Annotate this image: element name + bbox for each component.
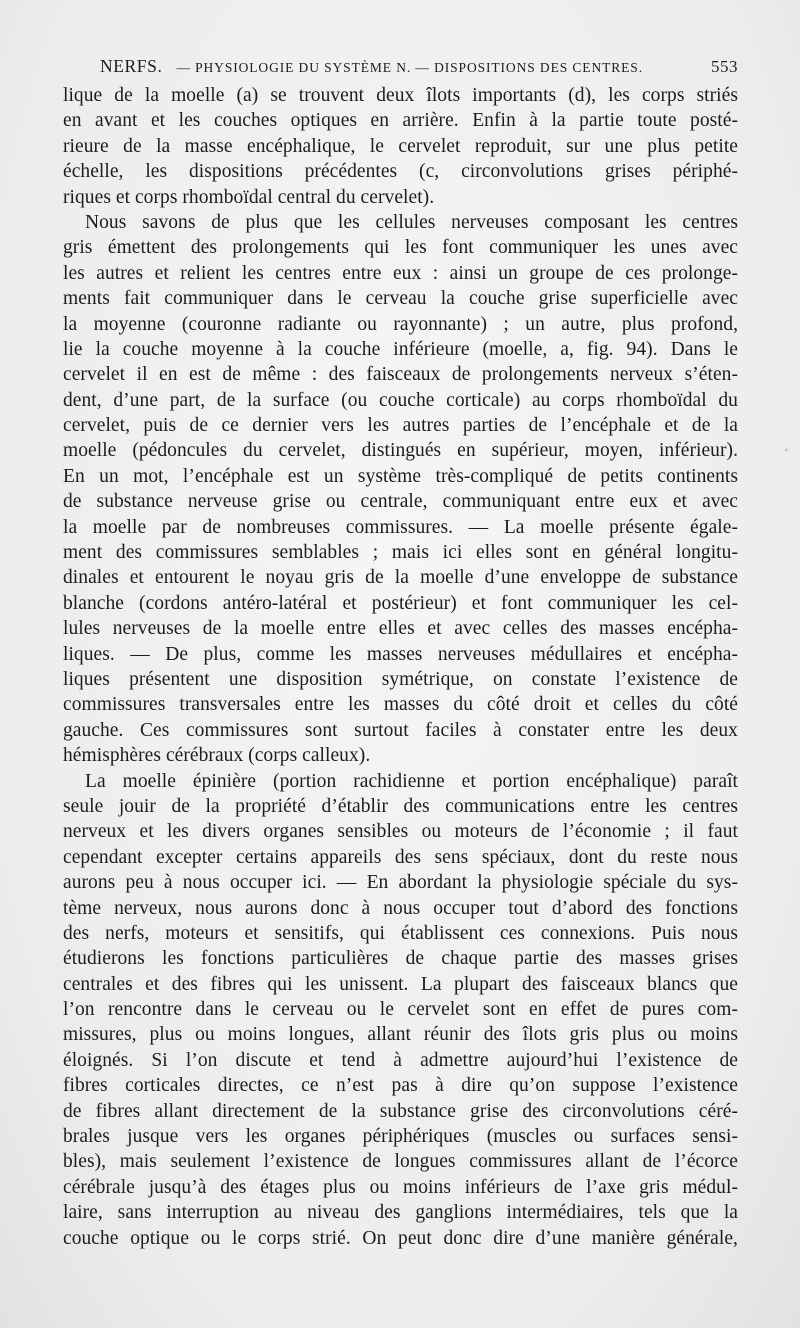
text-line: ment des commissures semblables ; mais ici elles sont en général longitu- xyxy=(63,542,738,564)
text-line: dent, d’une part, de la surface (ou couche corticale) au corps rhomboïdal du xyxy=(63,389,738,411)
text-line: les autres et relient les centres entre eux : ainsi un groupe de ces prolonge- xyxy=(63,262,738,284)
text-line: lie la couche moyenne à la couche inférieure (moelle, a, fig. 94). Dans le xyxy=(63,338,738,360)
text-line: seule jouir de la propriété d’établir des communications entre les centres xyxy=(63,795,738,817)
text-line: bles), mais seulement l’existence de longues commissures allant de l’écorce xyxy=(63,1151,738,1173)
text-line: cependant excepter certains appareils des sens spéciaux, dont du reste nous xyxy=(63,846,738,868)
text-line: centrales et des fibres qui les unissent. La plupart des faisceaux blancs que xyxy=(63,973,738,995)
text-line: gris émettent des prolongements qui les font communiquer les unes avec xyxy=(63,237,738,259)
text-line: commissures transversales entre les masses du côté droit et celles du côté xyxy=(63,694,738,716)
text-line: l’on rencontre dans le cerveau ou le cervelet sont en effet de pures com- xyxy=(63,999,738,1021)
text-line: riques et corps rhomboïdal central du cervelet). xyxy=(63,186,435,208)
text-line: lique de la moelle (a) se trouvent deux îlots importants (d), les corps striés xyxy=(63,85,738,106)
text-line: laire, sans interruption au niveau des ganglions intermédiaires, tels que la xyxy=(63,1202,738,1224)
paragraph xyxy=(63,210,738,769)
text-line: lules nerveuses de la moelle entre elles et avec celles des masses encépha- xyxy=(63,618,738,640)
text-line: éloignés. Si l’on discute et tend à admettre aujourd’hui l’existence de xyxy=(63,1049,738,1071)
running-head-section: NERFS. xyxy=(100,56,163,76)
text-line: couche optique ou le corps strié. On peut donc dire d’une manière générale, xyxy=(63,1227,738,1249)
text-line: brales jusque vers les organes périphériques (muscles ou surfaces sensi- xyxy=(63,1126,738,1148)
page-number: 553 xyxy=(711,57,738,76)
text-line: de fibres allant directement de la substance grise des circonvolutions céré- xyxy=(63,1100,738,1122)
text-line: cervelet il en est de même : des faisceaux de prolongements nerveux s’éten- xyxy=(63,364,738,386)
text-line: fibres corticales directes, ce n’est pas à dire qu’on suppose l’existence xyxy=(63,1075,738,1097)
text-line: cérébrale jusqu’à des étages plus ou moins inférieurs de l’axe gris médul- xyxy=(63,1176,738,1198)
text-line: La moelle épinière (portion rachidienne et portion encéphalique) paraît xyxy=(85,770,738,792)
text-line: gauche. Ces commissures sont surtout faciles à constater entre les deux xyxy=(63,719,738,741)
paragraph xyxy=(63,769,738,1251)
text-line: des nerfs, moteurs et sensitifs, qui établissent ces connexions. Puis nous xyxy=(63,922,738,944)
text-line: cervelet, puis de ce dernier vers les autres parties de l’encéphale et de la xyxy=(63,415,738,437)
text-line: nerveux et les divers organes sensibles ou moteurs de l’économie ; il faut xyxy=(63,821,738,843)
paragraph xyxy=(63,83,738,210)
text-line: hémisphères cérébraux (corps calleux). xyxy=(63,745,371,767)
text-line: échelle, les dispositions précédentes (c, circonvolutions grises périphé- xyxy=(63,161,738,183)
text-line: liques. — De plus, comme les masses nerveuses médullaires et encépha- xyxy=(63,643,738,665)
text-line: missures, plus ou moins longues, allant réunir des îlots gris plus ou moins xyxy=(63,1024,738,1046)
running-head xyxy=(100,56,738,77)
text-line: tème nerveux, nous aurons donc à nous occuper tout d’abord des fonctions xyxy=(63,897,738,919)
text-line: dinales et entourent le noyau gris de la moelle d’une enveloppe de substance xyxy=(63,567,738,589)
text-line: liques présentent une disposition symétrique, on constate l’existence de xyxy=(63,668,738,690)
text-line: la moelle par de nombreuses commissures. — La moelle présente égale- xyxy=(63,516,738,538)
text-line: ments fait communiquer dans le cerveau la couche grise superficielle avec xyxy=(63,288,738,310)
text-line: la moyenne (couronne radiante ou rayonnante) ; un autre, plus profond, xyxy=(63,313,738,335)
text-line: de substance nerveuse grise ou centrale, communiquant entre eux et avec xyxy=(63,491,738,513)
margin-speck: ◦ xyxy=(784,445,788,456)
text-line: rieure de la masse encéphalique, le cervelet reproduit, sur une plus petite xyxy=(63,135,738,157)
text-line: En un mot, l’encéphale est un système très-compliqué de petits continents xyxy=(63,465,738,487)
text-line: étudierons les fonctions particulières de chaque partie des masses grises xyxy=(63,948,738,970)
text-line: blanche (cordons antéro-latéral et postérieur) et font communiquer les cel- xyxy=(63,592,738,614)
text-line: aurons peu à nous occuper ici. — En abordant la physiologie spéciale du sys- xyxy=(63,872,738,894)
running-head-title: — PHYSIOLOGIE DU SYSTÈME N. — DISPOSITIONS DES CENTRES. xyxy=(176,60,643,75)
text-line: en avant et les couches optiques en arrière. Enfin à la partie toute posté- xyxy=(63,110,738,132)
text-line: Nous savons de plus que les cellules nerveuses composant les centres xyxy=(85,211,738,233)
body-text xyxy=(63,83,738,1251)
text-line: moelle (pédoncules du cervelet, distingués en supérieur, moyen, inférieur). xyxy=(63,440,738,462)
